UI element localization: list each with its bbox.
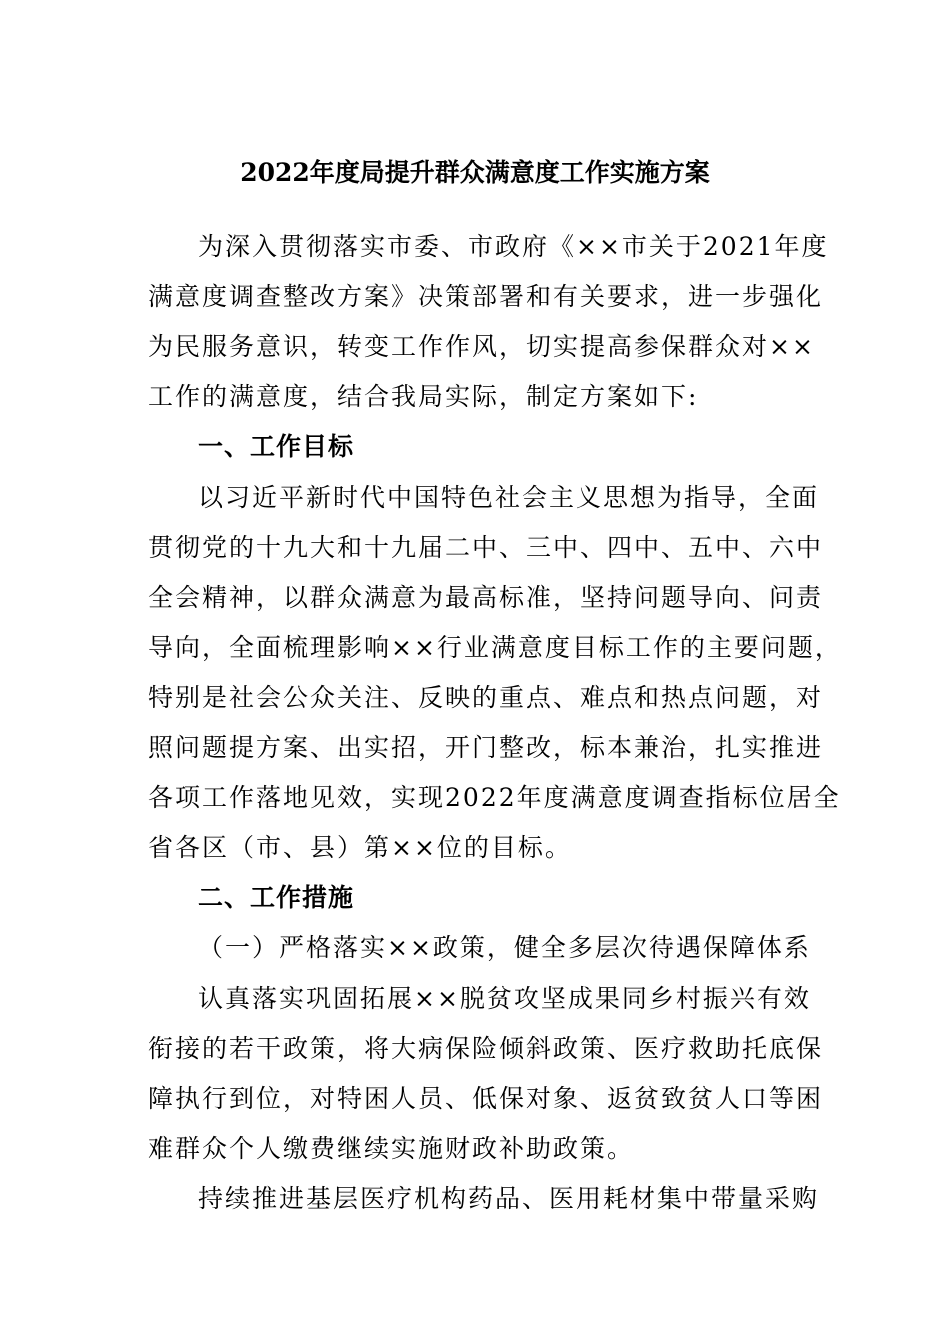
paragraph-line: 省各区（市、县）第××位的目标。: [148, 833, 572, 862]
section-heading: 一、工作目标: [198, 432, 355, 461]
paragraph-line: 贯彻党的十九大和十九届二中、三中、四中、五中、六中: [148, 533, 824, 562]
paragraph-line: 衔接的若干政策，将大病保险倾斜政策、医疗救助托底保: [148, 1034, 824, 1063]
paragraph-line: 为民服务意识，转变工作作风，切实提高参保群众对××: [148, 332, 815, 361]
paragraph-line: 为深入贯彻落实市委、市政府《××市关于2021年度: [198, 232, 829, 261]
paragraph-line: 特别是社会公众关注、反映的重点、难点和热点问题，对: [148, 683, 824, 712]
subsection-heading: （一）严格落实××政策，健全多层次待遇保障体系: [198, 933, 811, 962]
paragraph-line: 认真落实巩固拓展××脱贫攻坚成果同乡村振兴有效: [198, 984, 811, 1013]
paragraph-line: 障执行到位，对特困人员、低保对象、返贫致贫人口等困: [148, 1084, 824, 1113]
paragraph-line: 照问题提方案、出实招，开门整改，标本兼治，扎实推进: [148, 733, 824, 762]
paragraph-line: 难群众个人缴费继续实施财政补助政策。: [148, 1134, 635, 1163]
paragraph-line: 满意度调查整改方案》决策部署和有关要求，进一步强化: [148, 282, 824, 311]
paragraph-line: 持续推进基层医疗机构药品、医用耗材集中带量采购: [198, 1184, 820, 1213]
paragraph-line: 以习近平新时代中国特色社会主义思想为指导，全面: [198, 483, 820, 512]
document-title: 2022年度局提升群众满意度工作实施方案: [240, 158, 710, 187]
paragraph-line: 工作的满意度，结合我局实际，制定方案如下:: [148, 382, 699, 411]
paragraph-line: 全会精神，以群众满意为最高标准，坚持问题导向、问责: [148, 583, 824, 612]
paragraph-line: 各项工作落地见效，实现2022年度满意度调查指标位居全: [148, 783, 841, 812]
section-heading: 二、工作措施: [198, 883, 355, 912]
paragraph-line: 导向，全面梳理影响××行业满意度目标工作的主要问题，: [148, 633, 842, 662]
